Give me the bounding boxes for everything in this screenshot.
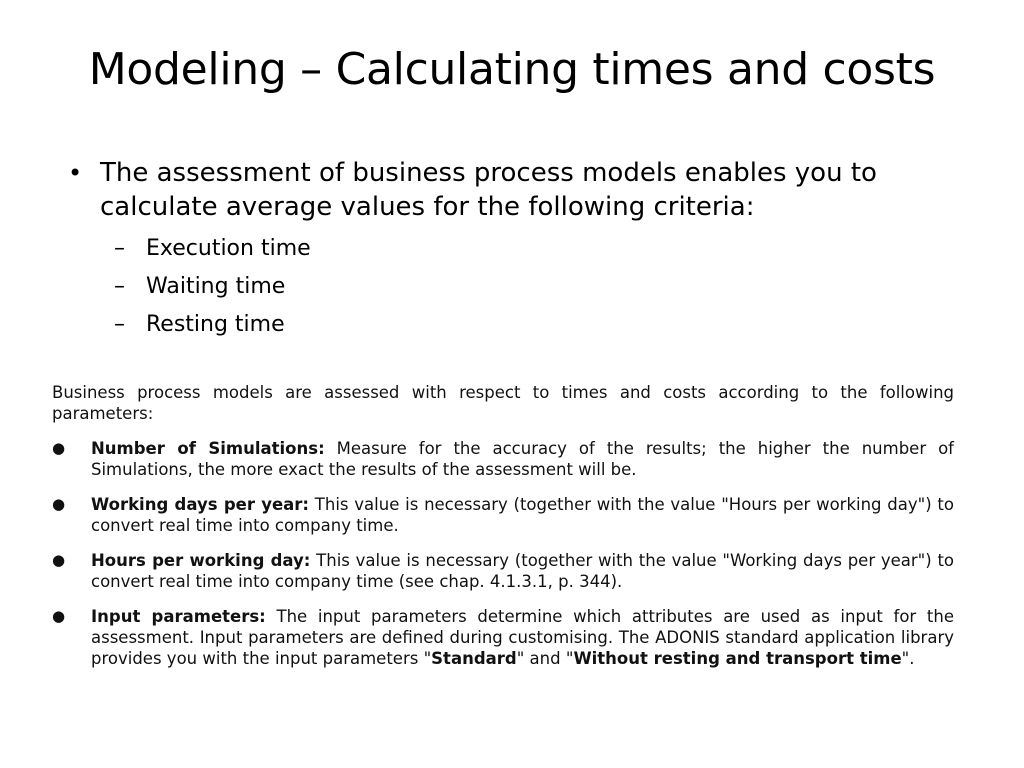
sub-bullet-item	[114, 230, 978, 268]
parameter-description: This value is necessary (together with the value "Working days per year") to convert real time into company time (see chap. 4.1.3.1, p. 344).	[91, 551, 955, 591]
bullet-list	[68, 156, 978, 344]
sub-bullet-text: Execution time	[146, 236, 311, 261]
sub-bullet-item	[114, 268, 978, 306]
parameter-description: The input parameters determine which attributes are used as input for the assessment. Input parameters are defined during customising. The ADONIS standard application library provides you with the input parameters "	[91, 607, 954, 668]
parameter-term: Number of Simulations:	[91, 439, 325, 458]
parameter-value-standard: Standard	[431, 649, 517, 668]
excerpt-intro: Business process models are assessed with respect to times and costs according to the following parameters:	[52, 383, 954, 423]
slide-title: Modeling – Calculating times and costs	[88, 44, 936, 95]
bullet-dot-icon: ●	[52, 551, 66, 569]
parameter-end: ".	[901, 649, 915, 668]
scanned-excerpt	[52, 382, 954, 683]
sub-bullet-text: Waiting time	[146, 274, 286, 299]
bullet-text: The assessment of business process models enables you to calculate average values for the following criteria:	[100, 158, 877, 222]
parameter-connector: " and "	[516, 649, 574, 668]
parameter-item	[52, 606, 954, 669]
parameter-term: Input parameters:	[91, 607, 266, 626]
parameter-item	[52, 494, 954, 536]
parameter-value-without-resting: Without resting and transport time	[573, 649, 902, 668]
parameter-term: Working days per year:	[91, 495, 310, 514]
bullet-dot-icon: ●	[52, 495, 66, 513]
dash-icon: –	[114, 312, 125, 337]
bullet-dot-icon: ●	[52, 439, 66, 457]
parameter-description: This value is necessary (together with the value "Hours per working day") to convert real time into company time.	[91, 495, 954, 535]
bullet-item	[68, 156, 978, 224]
dash-icon: –	[114, 236, 125, 261]
parameter-description: Measure for the accuracy of the results; the higher the number of Simulations, the more exact the results of the assessment will be.	[91, 439, 954, 479]
parameter-item	[52, 438, 954, 480]
sub-bullet-list	[114, 230, 978, 344]
bullet-dot-icon: •	[68, 159, 83, 187]
dash-icon: –	[114, 274, 125, 299]
sub-bullet-item	[114, 306, 978, 344]
parameter-item	[52, 550, 954, 592]
sub-bullet-text: Resting time	[146, 312, 285, 337]
bullet-dot-icon: ●	[52, 607, 66, 625]
parameter-term: Hours per working day:	[91, 551, 311, 570]
